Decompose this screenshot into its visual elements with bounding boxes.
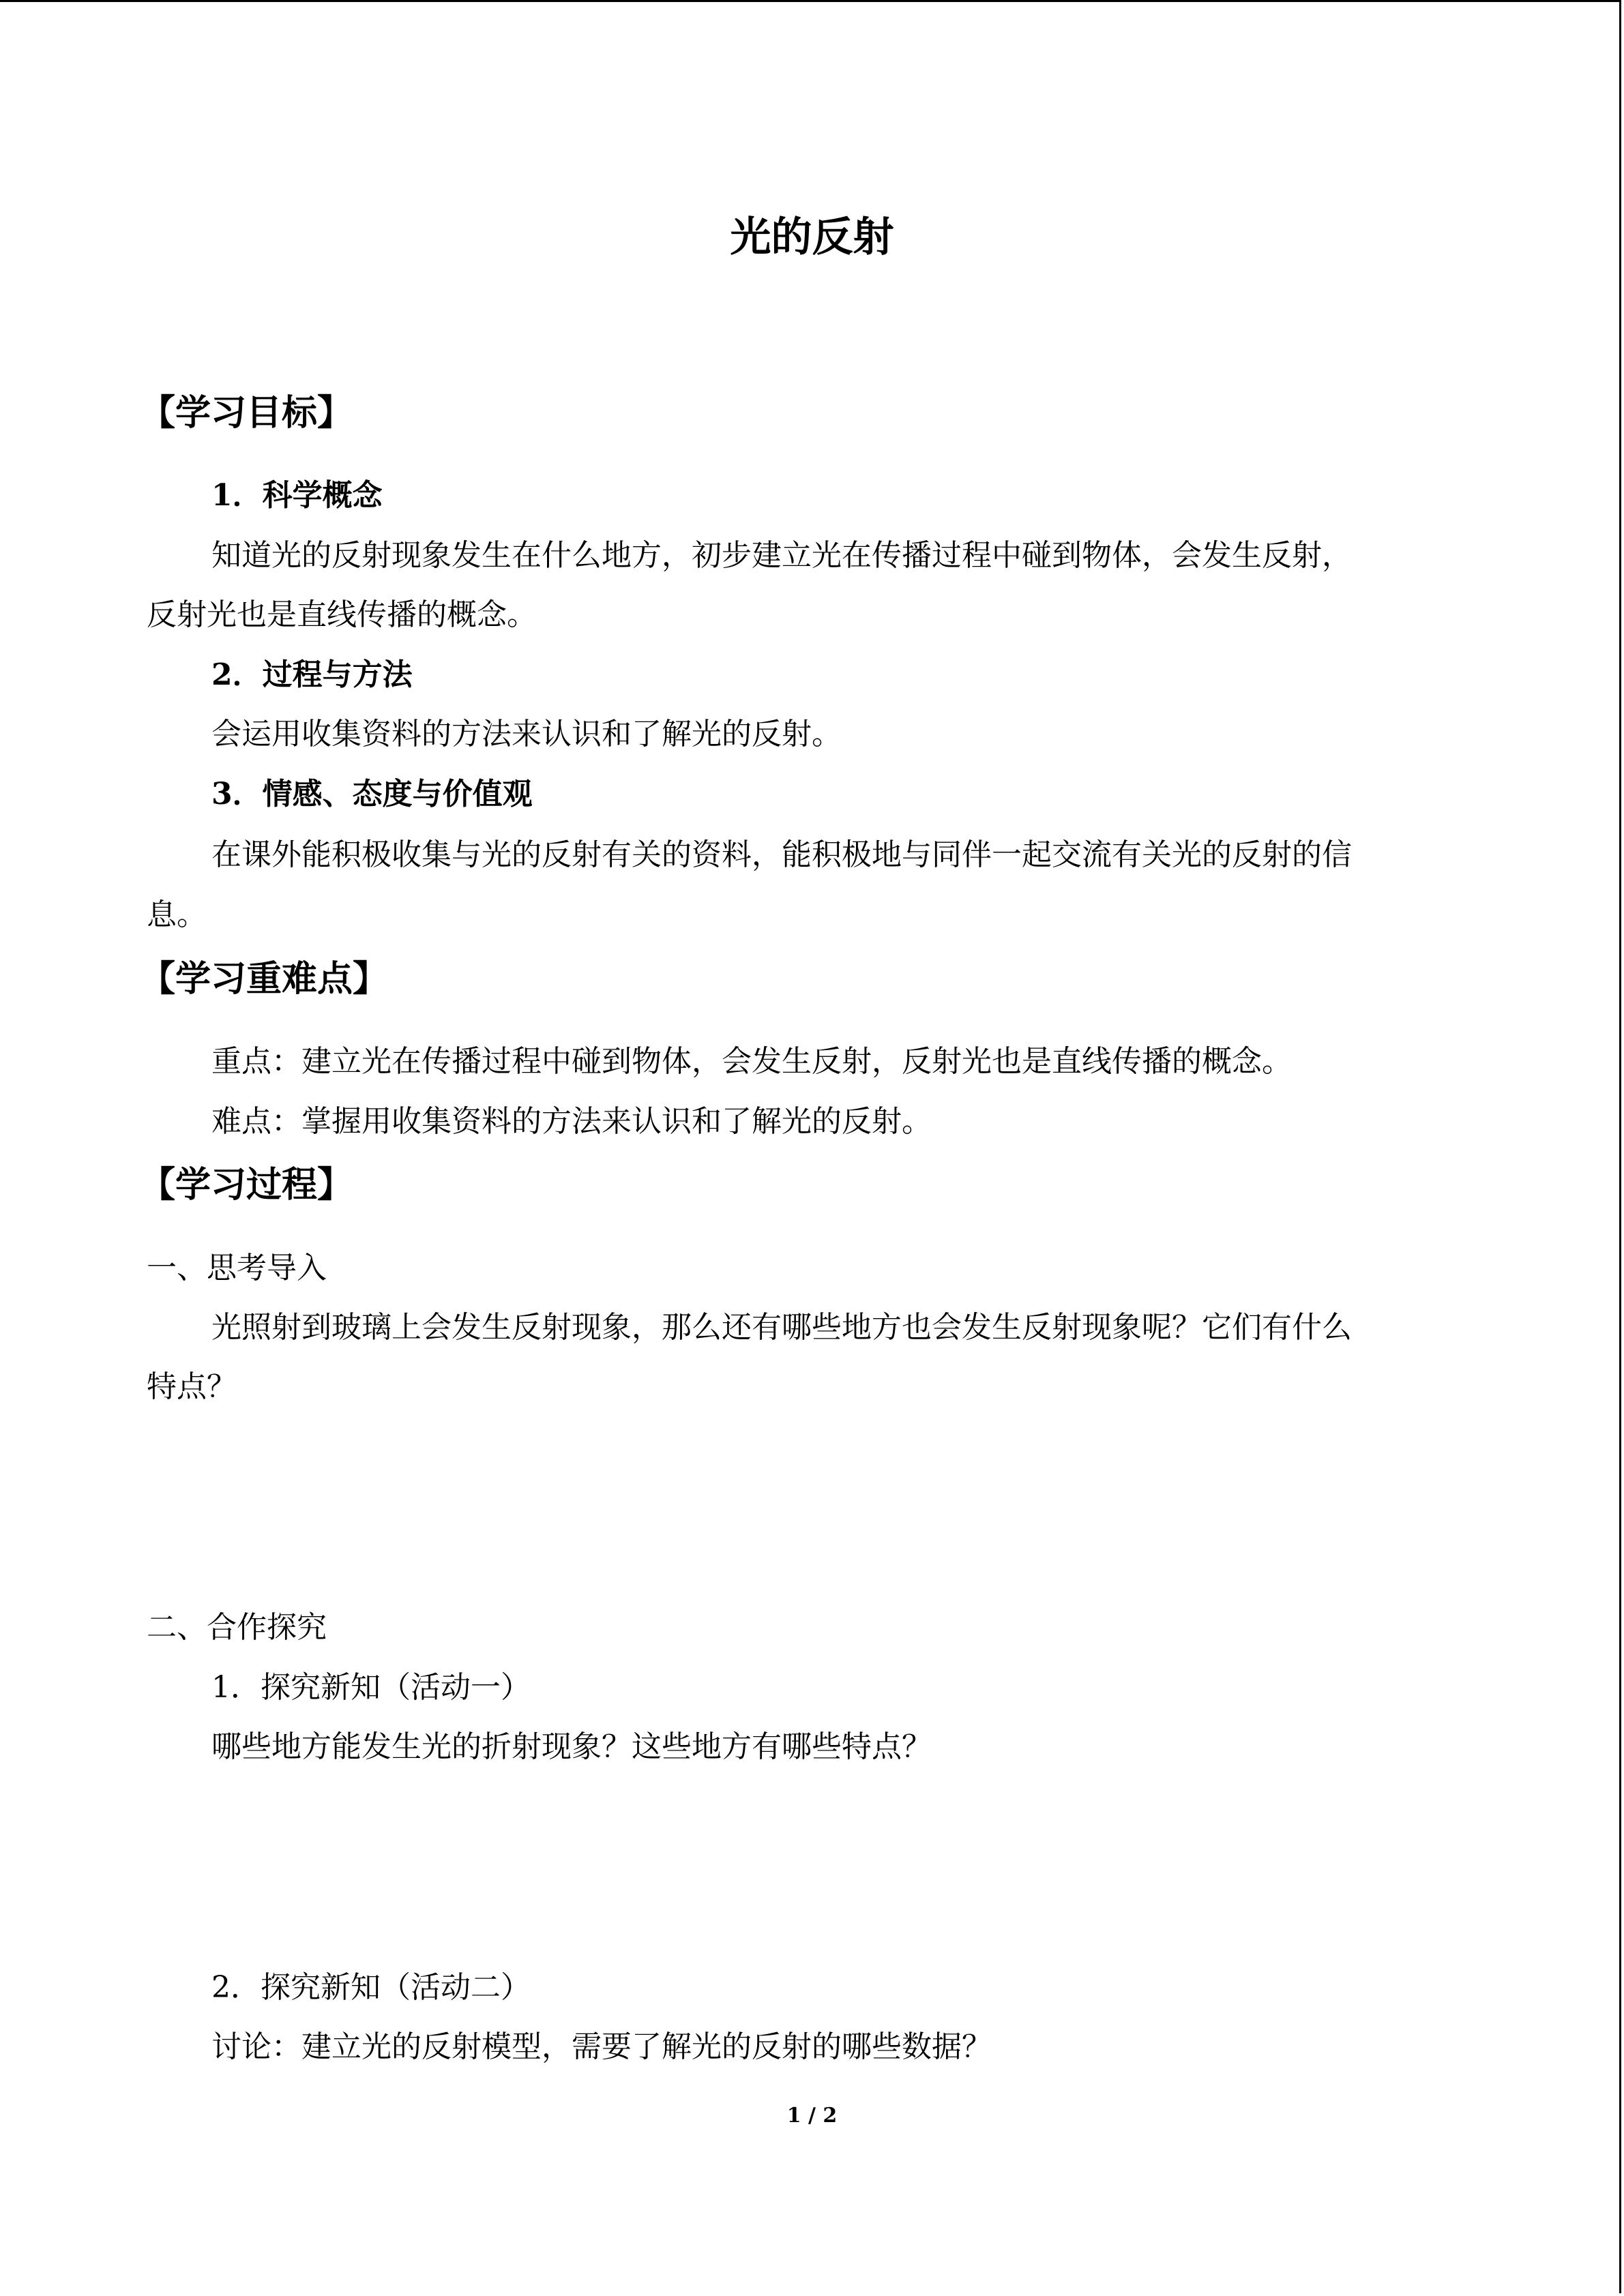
objective-1-text-line1: 知道光的反射现象发生在什么地方，初步建立光在传播过程中碰到物体，会发生反射， bbox=[211, 538, 1352, 573]
objective-2-title: 2．过程与方法 bbox=[211, 657, 413, 692]
objectives-heading: 【学习目标】 bbox=[140, 392, 353, 434]
activity-2-text: 讨论：建立光的反射模型，需要了解光的反射的哪些数据？ bbox=[211, 2029, 992, 2064]
objective-3-text-line2: 息。 bbox=[147, 897, 207, 932]
page-number: 1 / 2 bbox=[786, 2104, 838, 2128]
difficult-point-text: 难点：掌握用收集资料的方法来认识和了解光的反射。 bbox=[211, 1104, 932, 1139]
part-1-text-line1: 光照射到玻璃上会发生反射现象，那么还有哪些地方也会发生反射现象呢？它们有什么 bbox=[211, 1310, 1352, 1345]
objective-3-text-line1: 在课外能积极收集与光的反射有关的资料，能积极地与同伴一起交流有关光的反射的信 bbox=[211, 837, 1352, 872]
part-1-text-line2: 特点？ bbox=[147, 1369, 237, 1404]
activity-2-title: 2．探究新知（活动二） bbox=[211, 1970, 531, 2005]
objective-2-text: 会运用收集资料的方法来认识和了解光的反射。 bbox=[211, 717, 842, 751]
activity-1-text: 哪些地方能发生光的折射现象？这些地方有哪些特点？ bbox=[211, 1729, 932, 1764]
part-1-title: 一、思考导入 bbox=[147, 1251, 327, 1285]
keypoints-heading: 【学习重难点】 bbox=[140, 958, 389, 1000]
objective-1-text-line2: 反射光也是直线传播的概念。 bbox=[147, 597, 537, 632]
activity-1-title: 1．探究新知（活动一） bbox=[211, 1670, 531, 1705]
part-2-title: 二、合作探究 bbox=[147, 1610, 327, 1645]
process-heading: 【学习过程】 bbox=[140, 1164, 353, 1206]
key-point-text: 重点：建立光在传播过程中碰到物体，会发生反射，反射光也是直线传播的概念。 bbox=[211, 1044, 1292, 1079]
document-title: 光的反射 bbox=[730, 213, 894, 261]
objective-1-title: 1．科学概念 bbox=[211, 478, 383, 513]
objective-3-title: 3．情感、态度与价值观 bbox=[211, 777, 533, 811]
